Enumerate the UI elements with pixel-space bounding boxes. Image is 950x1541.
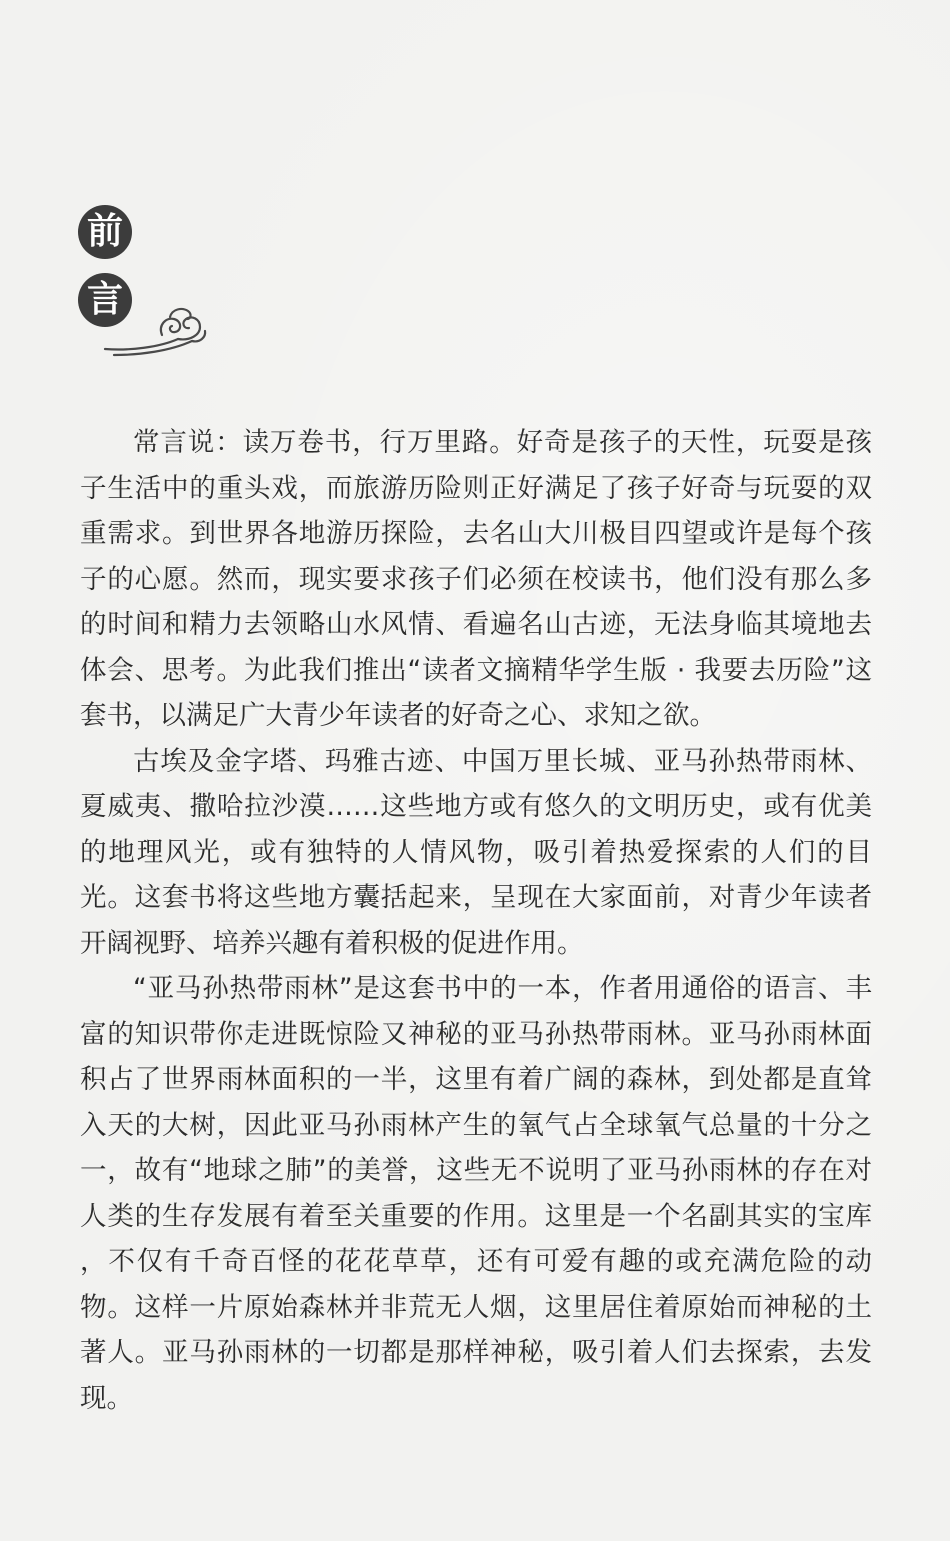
paragraph-2: 古埃及金字塔、玛雅古迹、中国万里长城、亚马孙热带雨林、夏威夷、撒哈拉沙漠……这些地方或有悠久的文明历史，或有优美的地理风光，或有独特的人情风物，吸引着热爱探索的人们的目光。这套书将这些地方囊括起来，呈现在大家面前，对青少年读者开阔视野、培养兴趣有着积极的促进作用。 bbox=[80, 745, 872, 959]
preface-body bbox=[80, 420, 872, 1421]
paragraph-3: “亚马孙热带雨林”是这套书中的一本，作者用通俗的语言、丰富的知识带你走进既惊险又神秘的亚马孙热带雨林。亚马孙雨林面积占了世界雨林面积的一半，这里有着广阔的森林，到处都是直耸入天的大树，因此亚马孙雨林产生的氧气占全球氧气总量的十分之一，故有“地球之肺”的美誉，这些无不说明了亚马孙雨林的存在对人类的生存发展有着至关重要的作用。这里是一个名副其实的宝库 ，不仅有千奇百怪的花花草草，还有可爱有趣的或充满危险的动物。这样一片原始森林并非荒无人烟，这里居住着原始而神秘的土著人。亚马孙雨林的一切都是那样神秘，吸引着人们去探索，去发现。 bbox=[80, 973, 872, 1414]
cloud-swirl-icon bbox=[100, 297, 210, 357]
paragraph-1: 常言说：读万卷书，行万里路。好奇是孩子的天性，玩耍是孩子生活中的重头戏，而旅游历险则正好满足了孩子好奇与玩耍的双重需求。到世界各地游历探险，去名山大川极目四望或许是每个孩子的心愿。然而，现实要求孩子们必须在校读书，他们没有那么多的时间和精力去领略山水风情、看遍名山古迹，无法身临其境地去体会、思考。为此我们推出“读者文摘精华学生版 · 我要去历险”这套书，以满足广大青少年读者的好奇之心、求知之欲。 bbox=[80, 427, 872, 731]
heading-char-qian: 前 bbox=[78, 205, 132, 259]
heading-char-yan: 言 bbox=[78, 273, 132, 327]
preface-heading bbox=[78, 205, 198, 355]
